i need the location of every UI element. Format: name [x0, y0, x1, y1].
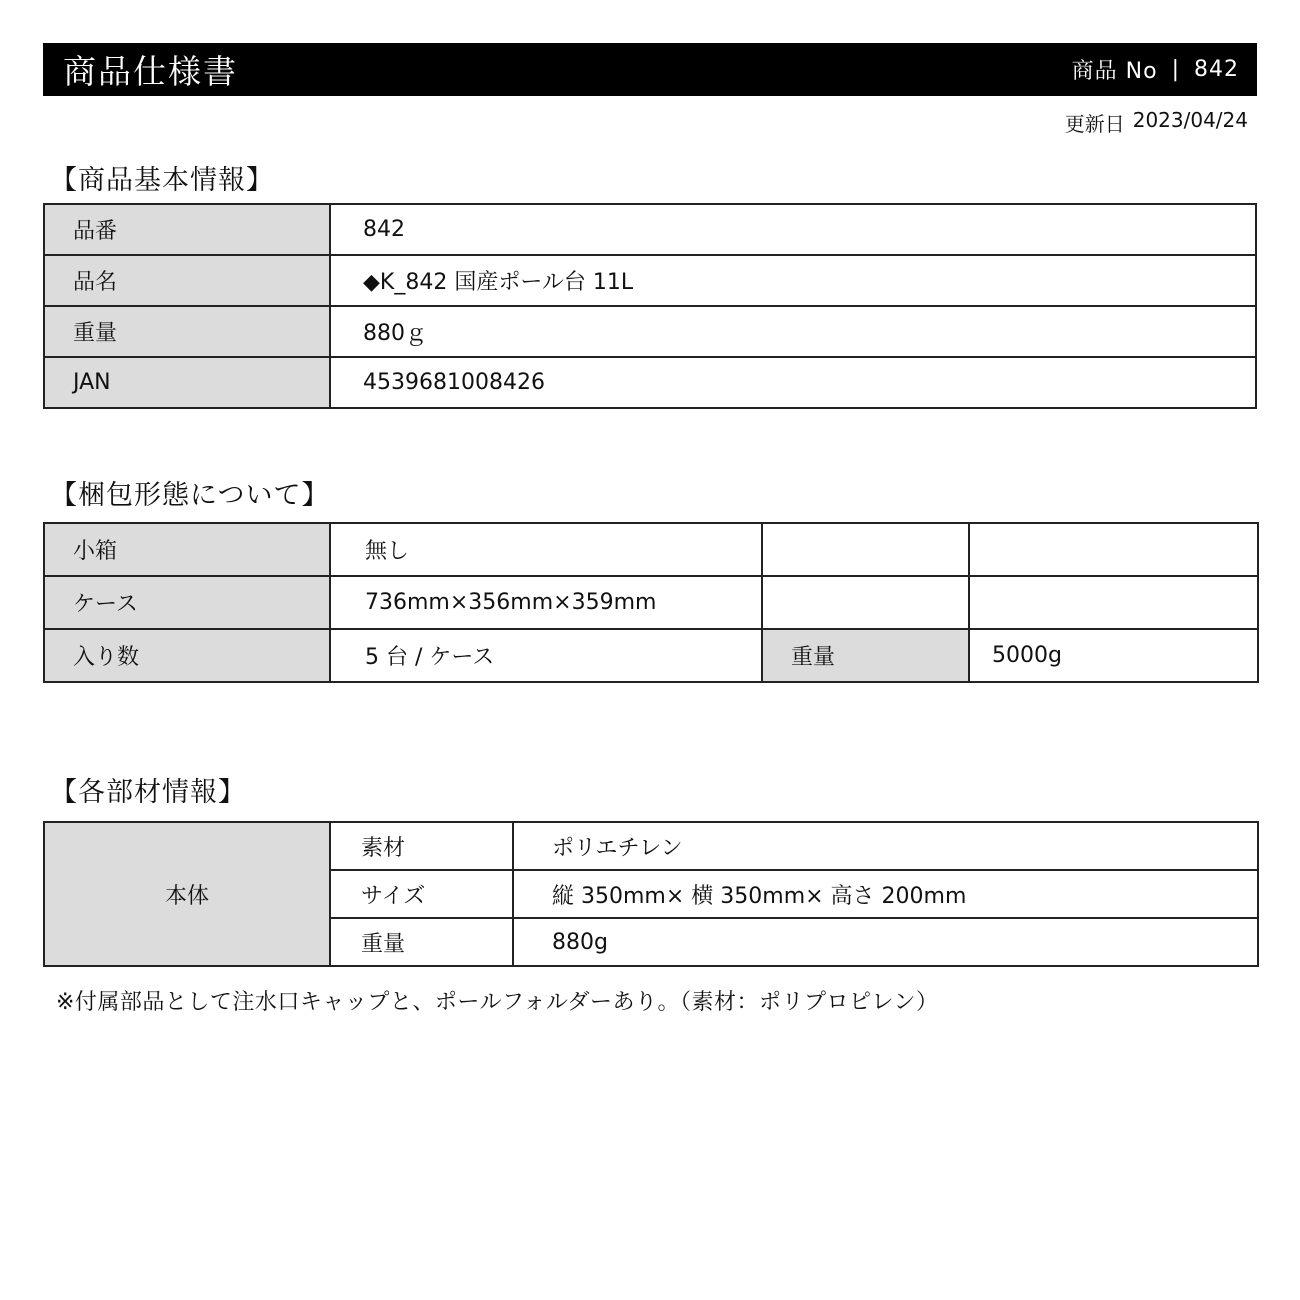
- product-no-separator: |: [1171, 57, 1180, 82]
- row-value: ポリエチレン: [513, 822, 1258, 870]
- row-label: JAN: [44, 357, 330, 408]
- header-bar: [43, 43, 1257, 96]
- section-title-packaging: 【梱包形態について】: [50, 480, 330, 511]
- table-row: [44, 255, 1256, 306]
- table-row: [44, 204, 1256, 255]
- basic-info-table: [43, 203, 1257, 409]
- row-value: 880ｇ: [330, 306, 1256, 357]
- table-row: [44, 576, 1258, 629]
- updated-value: 2023/04/24: [1132, 108, 1248, 132]
- row-key: サイズ: [330, 870, 513, 918]
- updated-date: [1065, 108, 1248, 137]
- row-value: ◆K_842 国産ポール台 11L: [330, 255, 1256, 306]
- parts-table: [43, 821, 1259, 967]
- table-row: [44, 822, 1258, 870]
- table-row: [44, 523, 1258, 576]
- row-label: 品名: [44, 255, 330, 306]
- table-row: [44, 306, 1256, 357]
- table-row: [44, 629, 1258, 682]
- row-label: ケース: [44, 576, 330, 629]
- updated-label: 更新日: [1064, 112, 1125, 136]
- row-value: 5 台 / ケース: [330, 629, 762, 682]
- row-label: 入り数: [44, 629, 330, 682]
- row-value-2: 5000g: [969, 629, 1258, 682]
- row-key: 素材: [330, 822, 513, 870]
- page-title: 商品仕様書: [63, 52, 238, 91]
- row-key: 重量: [330, 918, 513, 966]
- product-no-label: 商品 No: [1071, 59, 1158, 84]
- row-value: 880g: [513, 918, 1258, 966]
- product-no-value: 842: [1194, 57, 1239, 82]
- row-label: 重量: [44, 306, 330, 357]
- row-value-2: [969, 576, 1258, 629]
- row-value-2: [969, 523, 1258, 576]
- packaging-table: [43, 522, 1259, 683]
- row-value: 縦 350mm× 横 350mm× 高さ 200mm: [513, 870, 1258, 918]
- row-value: 842: [330, 204, 1256, 255]
- row-label-2: [762, 523, 969, 576]
- row-label: 品番: [44, 204, 330, 255]
- product-number: [1072, 54, 1239, 85]
- row-label-2: 重量: [762, 629, 969, 682]
- section-title-basic-info: 【商品基本情報】: [50, 165, 274, 196]
- part-name: 本体: [44, 822, 330, 966]
- footnote: ※付属部品として注水口キャップと、ポールフォルダーあり。（素材：ポリプロピレン）: [56, 990, 939, 1015]
- row-value: 4539681008426: [330, 357, 1256, 408]
- row-value: 736mm×356mm×359mm: [330, 576, 762, 629]
- row-label: 小箱: [44, 523, 330, 576]
- row-label-2: [762, 576, 969, 629]
- row-value: 無し: [330, 523, 762, 576]
- table-row: [44, 357, 1256, 408]
- section-title-parts: 【各部材情報】: [50, 777, 246, 808]
